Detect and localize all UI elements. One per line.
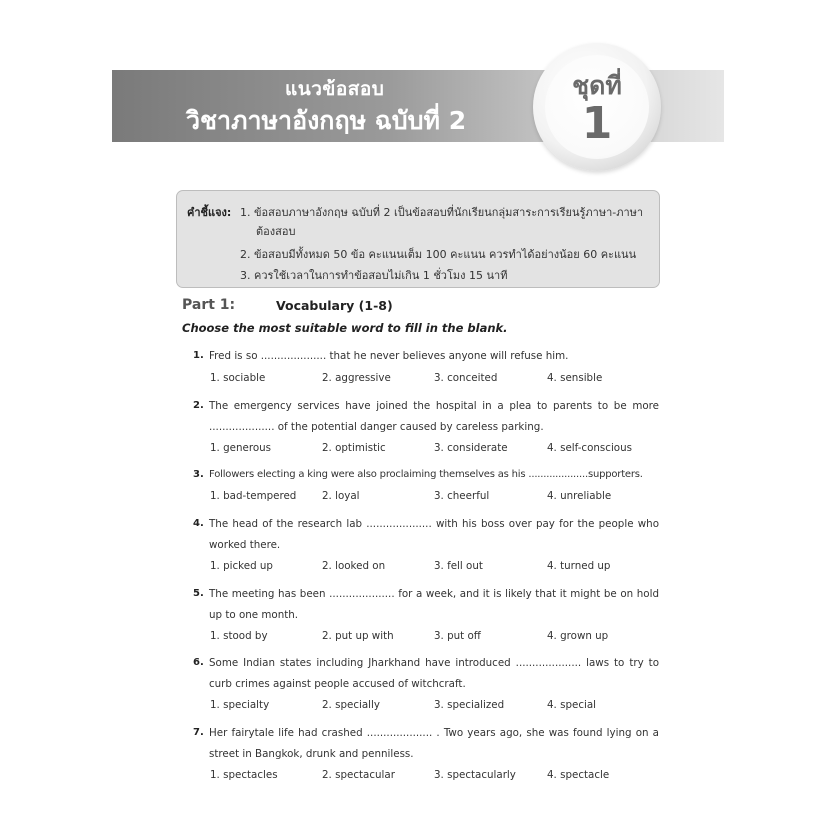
answer-option: 4. spectacle: [547, 769, 610, 781]
answer-option: 1. specialty: [210, 699, 270, 711]
question-text: up to one month.: [209, 609, 299, 621]
answer-option: 2. spectacular: [322, 769, 395, 781]
question-number: 3.: [193, 469, 204, 480]
header-title: วิชาภาษาอังกฤษ ฉบับที่ 2: [186, 106, 467, 135]
question-number: 6.: [193, 657, 204, 668]
question-text: curb crimes against people accused of witchcraft.: [209, 678, 466, 690]
answer-option: 3. cheerful: [434, 490, 490, 502]
question-number: 5.: [193, 588, 204, 599]
question-text: The head of the research lab .................... with his boss over pay for the people who: [209, 518, 659, 530]
question-number: 7.: [193, 727, 204, 738]
answer-option: 2. put up with: [322, 630, 394, 642]
answer-option: 3. put off: [434, 630, 481, 642]
instruction-item: 3. ควรใช้เวลาในการทำข้อสอบไม่เกิน 1 ชั่วโมง 15 นาที: [240, 269, 508, 282]
answer-option: 3. fell out: [434, 560, 483, 572]
answer-option: 4. unreliable: [547, 490, 612, 502]
question-number: 2.: [193, 400, 204, 411]
part-directions: Choose the most suitable word to fill in the blank.: [182, 321, 508, 335]
answer-option: 1. spectacles: [210, 769, 278, 781]
instructions-label: คำชี้แจง:: [187, 206, 232, 219]
answer-option: 4. special: [547, 699, 597, 711]
question-text: .................... of the potential danger caused by careless parking.: [209, 421, 544, 433]
answer-option: 2. optimistic: [322, 442, 386, 454]
answer-option: 3. considerate: [434, 442, 508, 454]
part-label: Part 1:: [182, 297, 236, 313]
question-text: The meeting has been .................... for a week, and it is likely that it might be on hold: [209, 588, 659, 600]
answer-option: 2. looked on: [322, 560, 386, 572]
question-text: worked there.: [209, 539, 281, 551]
instruction-item: 2. ข้อสอบมีทั้งหมด 50 ข้อ คะแนนเต็ม 100 คะแนน ควรทำได้อย่างน้อย 60 คะแนน: [240, 248, 637, 261]
header-subtitle: แนวข้อสอบ: [285, 78, 385, 100]
question-text: Fred is so .................... that he never believes anyone will refuse him.: [209, 350, 569, 362]
set-label: ชุดที่: [572, 71, 622, 100]
instruction-item: 1. ข้อสอบภาษาอังกฤษ ฉบับที่ 2 เป็นข้อสอบที่นักเรียนกลุ่มสาระการเรียนรู้ภาษา-ภาษา: [240, 206, 644, 219]
set-number: 1: [581, 98, 613, 149]
answer-option: 3. specialized: [434, 699, 505, 711]
answer-option: 2. loyal: [322, 490, 360, 502]
question-text: Followers electing a king were also proclaiming themselves as his ....................supporters.: [209, 469, 643, 480]
answer-option: 4. sensible: [547, 372, 603, 384]
answer-option: 1. picked up: [210, 560, 273, 572]
answer-option: 2. aggressive: [322, 372, 391, 384]
answer-option: 1. sociable: [210, 372, 266, 384]
question-text: Her fairytale life had crashed .................... . Two years ago, she was found lying on a: [209, 727, 659, 739]
question-text: street in Bangkok, drunk and penniless.: [209, 748, 414, 760]
question-text: The emergency services have joined the hospital in a plea to parents to be more: [209, 400, 659, 412]
answer-option: 3. spectacularly: [434, 769, 516, 781]
answer-option: 1. generous: [210, 442, 272, 454]
answer-option: 1. stood by: [210, 630, 268, 642]
answer-option: 1. bad-tempered: [210, 490, 297, 502]
answer-option: 4. self-conscious: [547, 442, 632, 454]
question-number: 4.: [193, 518, 204, 529]
instruction-item: ต้องสอบ: [256, 225, 296, 238]
answer-option: 4. turned up: [547, 560, 611, 572]
part-title: Vocabulary (1-8): [276, 298, 393, 313]
answer-option: 3. conceited: [434, 372, 498, 384]
question-text: Some Indian states including Jharkhand have introduced .................... laws to try to: [209, 657, 659, 669]
question-number: 1.: [193, 350, 204, 361]
answer-option: 2. specially: [322, 699, 380, 711]
answer-option: 4. grown up: [547, 630, 609, 642]
